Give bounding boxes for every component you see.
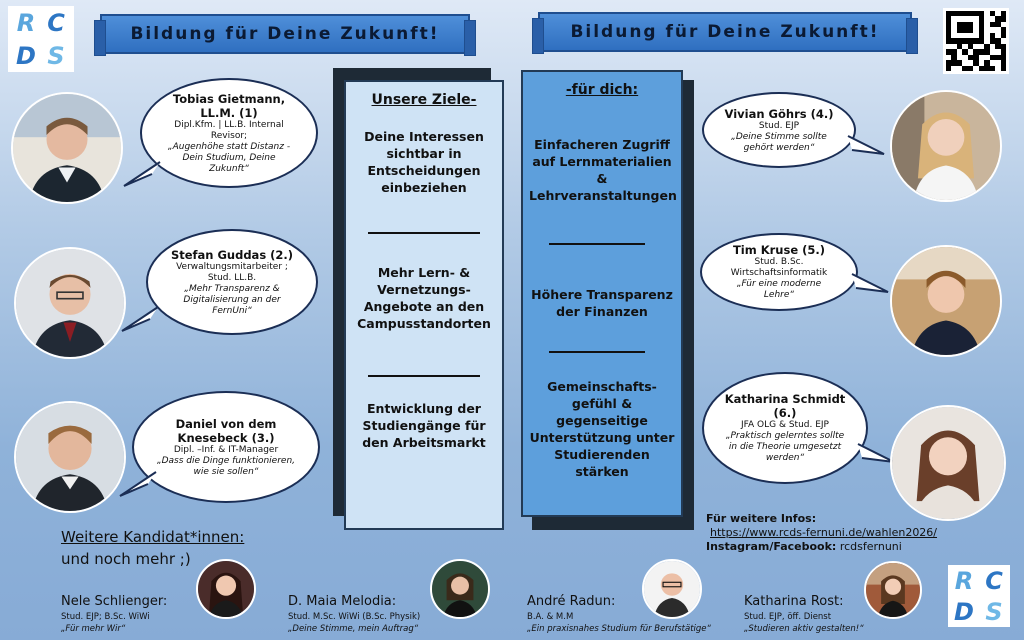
bottom-photo-1 <box>196 559 256 619</box>
logo-letter: D <box>954 597 974 626</box>
bottom-candidate-info-1: Stud. EJP; B.Sc. WiWi <box>61 612 150 622</box>
logo-letter: R <box>16 8 36 37</box>
bottom-candidate-quote-4: „Studieren aktiv gestalten!“ <box>744 624 864 634</box>
candidate-quote: „Mehr Transparenz & Digitalisierung an der FernUni“ <box>183 283 281 316</box>
qr-module <box>1001 66 1006 71</box>
for-you-item-3: Gemeinschafts-gefühl & gegenseitige Unterstützung unter Studierenden stärken <box>529 379 675 479</box>
social-label: Instagram/Facebook: <box>706 540 837 553</box>
logo-letter: C <box>47 8 65 37</box>
candidate-name: Stefan Guddas (2.) <box>170 247 294 262</box>
candidate-info: Stud. B.Sc. Wirtschaftsinformatik <box>730 257 828 278</box>
candidate-info: Dipl.Kfm. | LL.B. Internal Revisor; <box>174 119 284 141</box>
candidate-photo-1 <box>11 92 123 204</box>
banner-right: Bildung für Deine Zukunft! <box>538 12 912 52</box>
bottom-candidate-info-2: Stud. M.Sc. WiWi (B.Sc. Physik) <box>288 612 421 622</box>
bottom-photo-3 <box>642 559 702 619</box>
bottom-candidate-quote-2: „Deine Stimme, mein Auftrag“ <box>288 624 419 634</box>
candidate-name: Tobias Gietmann, LL.M. (1) <box>172 91 286 120</box>
candidate-info: JFA OLG & Stud. EJP <box>741 420 829 430</box>
candidate-name: Vivian Göhrs (4.) <box>724 106 834 121</box>
candidate-quote: „Dass die Dinge funktionieren, wie sie sollen“ <box>156 455 296 477</box>
goal-item-2: Mehr Lern- & Vernetzungs-Angebote an den Campusstandorten <box>357 265 491 331</box>
more-candidates-title: Weitere Kandidat*innen: <box>61 528 245 546</box>
for-you-item-1: Einfacheren Zugriff auf Lernmaterialien & Lehrveranstaltungen <box>529 137 677 203</box>
candidate-info: Verwaltungsmitarbeiter ; Stud. LL.B. <box>176 261 288 283</box>
social-handle[interactable]: rcdsfernuni <box>839 540 902 553</box>
divider <box>549 243 645 245</box>
candidate-info: Dipl. –Inf. & IT-Manager <box>173 444 279 455</box>
goals-title: Unsere Ziele- <box>371 92 477 108</box>
bottom-candidate-quote-3: „Ein praxisnahes Studium für Berufstätige“ <box>527 624 711 634</box>
goals-panel <box>344 80 504 530</box>
logo-letter: R <box>954 566 974 595</box>
candidate-photo-2 <box>14 247 126 359</box>
info-heading: Für weitere Infos: <box>706 512 817 525</box>
divider <box>368 232 480 234</box>
bottom-candidate-name-2: D. Maia Melodia: <box>288 594 397 609</box>
logo-letter: S <box>985 597 1003 626</box>
speech-bubble-3 <box>132 391 320 503</box>
for-you-panel <box>521 70 683 517</box>
candidate-quote: „Deine Stimme sollte gehört werden“ <box>731 131 827 153</box>
candidate-name: Daniel von dem Knesebeck (3.) <box>175 416 277 445</box>
candidate-info: Stud. EJP <box>758 120 800 131</box>
goal-item-1: Deine Interessen sichtbar in Entscheidungen einbeziehen <box>364 129 484 195</box>
bottom-candidate-name-4: Katharina Rost: <box>744 594 844 609</box>
bubble-tail <box>118 470 158 500</box>
candidate-photo-6 <box>890 405 1006 521</box>
bottom-candidate-info-3: B.A. & M.M <box>527 612 574 622</box>
info-block <box>706 512 937 554</box>
bottom-photo-4 <box>864 561 922 619</box>
bottom-candidate-name-3: André Radun: <box>527 594 616 609</box>
speech-bubble-6 <box>702 372 868 484</box>
bottom-candidate-info-4: Stud. EJP, öff. Dienst <box>744 612 832 622</box>
bubble-tail <box>122 160 162 190</box>
for-you-title: -für dich: <box>565 82 639 98</box>
logo-letter: D <box>16 41 36 70</box>
candidate-name: Katharina Schmidt (6.) <box>724 392 846 420</box>
bubble-tail <box>850 270 890 300</box>
candidate-quote: „Augenhöhe statt Distanz - Dein Studium, Deine Zukunft“ <box>167 141 291 174</box>
candidate-name: Tim Kruse (5.) <box>732 243 826 257</box>
rcds-logo-bottom <box>948 565 1010 627</box>
bubble-tail <box>120 305 160 335</box>
goal-item-3: Entwicklung der Studiengänge für den Arbeitsmarkt <box>362 401 486 450</box>
candidate-quote: „Für eine moderne Lehre“ <box>736 279 822 300</box>
bubble-tail <box>846 132 886 162</box>
divider <box>549 351 645 353</box>
speech-bubble-2 <box>146 229 318 335</box>
speech-bubble-5 <box>700 233 858 311</box>
speech-bubble-4 <box>702 92 856 168</box>
speech-bubble-1 <box>140 78 318 188</box>
logo-letter: C <box>985 566 1003 595</box>
candidate-quote: „Praktisch gelerntes sollte in die Theorie umgesetzt werden“ <box>725 431 845 463</box>
candidate-photo-4 <box>890 90 1002 202</box>
website-link[interactable]: https://www.rcds-fernuni.de/wahlen2026/ <box>710 526 938 539</box>
candidate-photo-3 <box>14 401 126 513</box>
bottom-candidate-quote-1: „Für mehr Wir“ <box>61 624 126 634</box>
bottom-photo-2 <box>430 559 490 619</box>
bottom-candidate-name-1: Nele Schlienger: <box>61 594 168 609</box>
candidate-photo-5 <box>890 245 1002 357</box>
rcds-logo-top <box>8 6 74 72</box>
divider <box>368 375 480 377</box>
for-you-item-2: Höhere Transparenz der Finanzen <box>531 287 673 319</box>
banner-left: Bildung für Deine Zukunft! <box>100 14 470 54</box>
qr-code[interactable] <box>943 8 1009 74</box>
logo-letter: S <box>47 41 65 70</box>
more-candidates-subtitle: und noch mehr ;) <box>61 550 191 568</box>
